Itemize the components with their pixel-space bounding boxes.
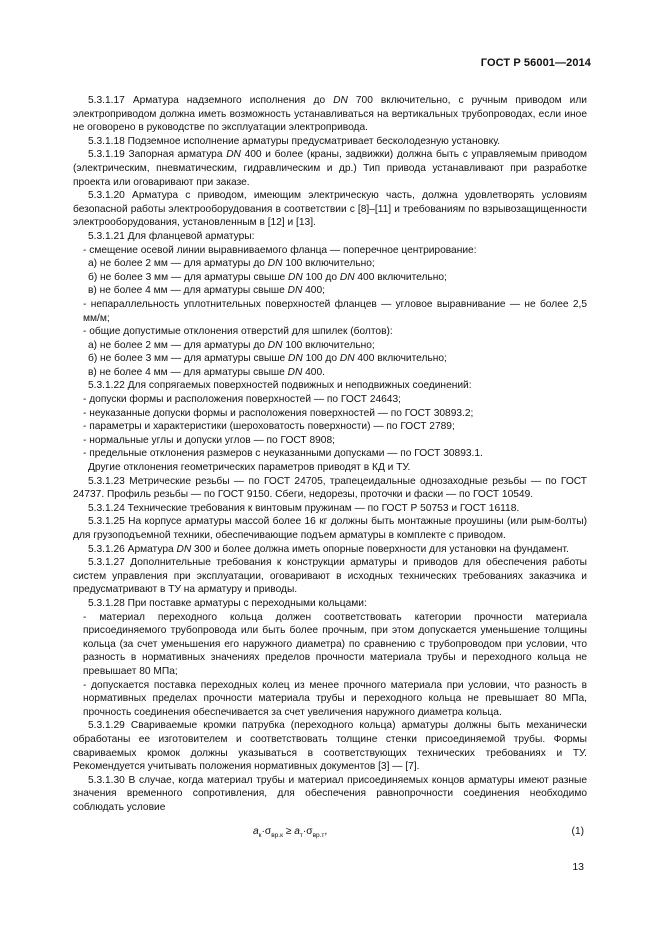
list-item: - неуказанные допуски формы и расположения поверхностей — по ГОСТ 30893.2;	[83, 407, 474, 419]
document-header: ГОСТ Р 56001—2014	[480, 57, 591, 69]
paragraph: 5.3.1.27 Дополнительные требования к конструкции арматуры и приводов для обеспечения работы систем управления при эксплуатации, оговаривают в исходных технических требованиях заказчика и предусматривают в ТУ на арматуру и приводы.	[73, 557, 587, 596]
sub-list-item: а) не более 2 мм — для арматуры до DN 100 включительно;	[88, 258, 375, 270]
sub-list-item: б) не более 3 мм — для арматуры свыше DN 100 до DN 400 включительно;	[88, 271, 447, 283]
paragraph: 5.3.1.22 Для сопрягаемых поверхностей подвижных и неподвижных соединений:	[88, 380, 472, 392]
list-item: - параметры и характеристики (шероховатость поверхности) — по ГОСТ 2789;	[83, 421, 455, 433]
list-item: - предельные отклонения размеров с неуказанными допусками — по ГОСТ 30893.1.	[83, 448, 483, 460]
list-item: - смещение осевой линии выравниваемого фланца — поперечное центрирование:	[83, 244, 477, 256]
list-item: - непараллельность уплотнительных поверхностей фланцев — угловое выравнивание — не более 2,5 мм/м;	[83, 298, 587, 324]
formula-1: $a_к\cdot\sigma_{вр.к} \ge a_т\cdot\sigma_{вр.т}$,	[253, 826, 328, 840]
sub-list-item: а) не более 2 мм — для арматуры до DN 100 включительно;	[88, 339, 375, 351]
sub-list-item: б) не более 3 мм — для арматуры свыше DN 100 до DN 400 включительно;	[88, 353, 447, 365]
paragraph: 5.3.1.18 Подземное исполнение арматуры предусматривает бесколодезную установку.	[88, 135, 501, 147]
paragraph: 5.3.1.28 При поставке арматуры с переходными кольцами:	[88, 597, 367, 609]
paragraph: 5.3.1.19 Запорная арматура DN 400 и более (краны, задвижки) должна быть с управляемым приводом (электрическим, пневматическим, гидравлическим и др.) Тип привода устанавливают при разработке проекта или оговаривают при заказе.	[73, 149, 588, 188]
list-item: - общие допустимые отклонения отверстий для шпилек (болтов):	[83, 326, 393, 338]
paragraph: 5.3.1.29 Свариваемые кромки патрубка (переходного кольца) арматуры должны быть механически обработаны ее изготовителем и соответствовать толщине стенки присоединяемой трубы. Формы свариваемых кромок должны указываться в соответствующих технических требованиях и ТУ. Рекомендуется учитывать положения нормативных документов [3] — [7].	[73, 720, 587, 773]
sub-list-item: в) не более 4 мм — для арматуры свыше DN 400.	[88, 366, 325, 378]
paragraph: 5.3.1.21 Для фланцевой арматуры:	[88, 230, 255, 242]
paragraph: 5.3.1.25 На корпусе арматуры массой более 16 кг должны быть монтажные проушины (или рым-болты) для грузоподъемной техники, обеспечивающие подъем арматуры в комплекте с приводом.	[73, 516, 587, 541]
paragraph: 5.3.1.26 Арматура DN 300 и более должна иметь опорные поверхности для установки на фундамент.	[88, 543, 569, 555]
paragraph: 5.3.1.20 Арматура с приводом, имеющим электрическую часть, должна удовлетворять условиям безопасной работы электрооборудования в соответствии с [8]–[11] и требованиям по взрывозащищенности электрооборудования, установленным в [12] и [13].	[73, 190, 587, 229]
sub-list-item: в) не более 4 мм — для арматуры свыше DN 400;	[88, 285, 325, 297]
paragraph: 5.3.1.30 В случае, когда материал трубы и материал присоединяемых концов арматуры имеют разные значения временного сопротивления, для обеспечения равнопрочности соединения необходимо соблюдать условие	[73, 774, 587, 813]
list-item: - допуски формы и расположения поверхностей — по ГОСТ 24643;	[83, 394, 401, 406]
paragraph-list	[73, 94, 587, 814]
paragraph: 5.3.1.17 Арматура надземного исполнения до DN 700 включительно, с ручным приводом или электроприводом должна иметь возможность устанавливаться на вертикальных трубопроводах, если иное не оговорено в руководстве по эксплуатации электропривода.	[73, 95, 587, 134]
paragraph: Другие отклонения геометрических параметров приводят в КД и ТУ.	[88, 462, 411, 474]
equation-number: (1)	[571, 826, 584, 838]
list-item: - материал переходного кольца должен соответствовать категории прочности материала присоединяемого трубопровода или быть более прочным, при этом допускается уменьшение толщины кольца (за счет уменьшения его наружного диаметра) по сравнению с трубопроводом при условии, что разность в нормативных значениях пределов прочности материала трубы и переходного кольца не превышает 80 МПа;	[83, 611, 587, 677]
formula-row	[73, 823, 587, 845]
list-item: - нормальные углы и допуски углов — по ГОСТ 8908;	[83, 434, 335, 446]
document-body	[73, 94, 587, 845]
paragraph: 5.3.1.23 Метрические резьбы — по ГОСТ 24705, трапецеидальные однозаходные резьбы — по ГОСТ 24737. Профиль резьбы — по ГОСТ 9150. Сбеги, недорезы, проточки и фаски — по ГОСТ 10549.	[73, 475, 587, 501]
page-number: 13	[572, 861, 584, 873]
list-item: - допускается поставка переходных колец из менее прочного материала при условии, что разность в нормативных пределах прочности материала трубы и переходного кольца не превышает 80 МПа, прочность соединения обеспечивается за счет увеличения наружного диаметра кольца.	[83, 679, 587, 718]
paragraph: 5.3.1.24 Технические требования к винтовым пружинам — по ГОСТ Р 50753 и ГОСТ 16118.	[88, 502, 520, 514]
